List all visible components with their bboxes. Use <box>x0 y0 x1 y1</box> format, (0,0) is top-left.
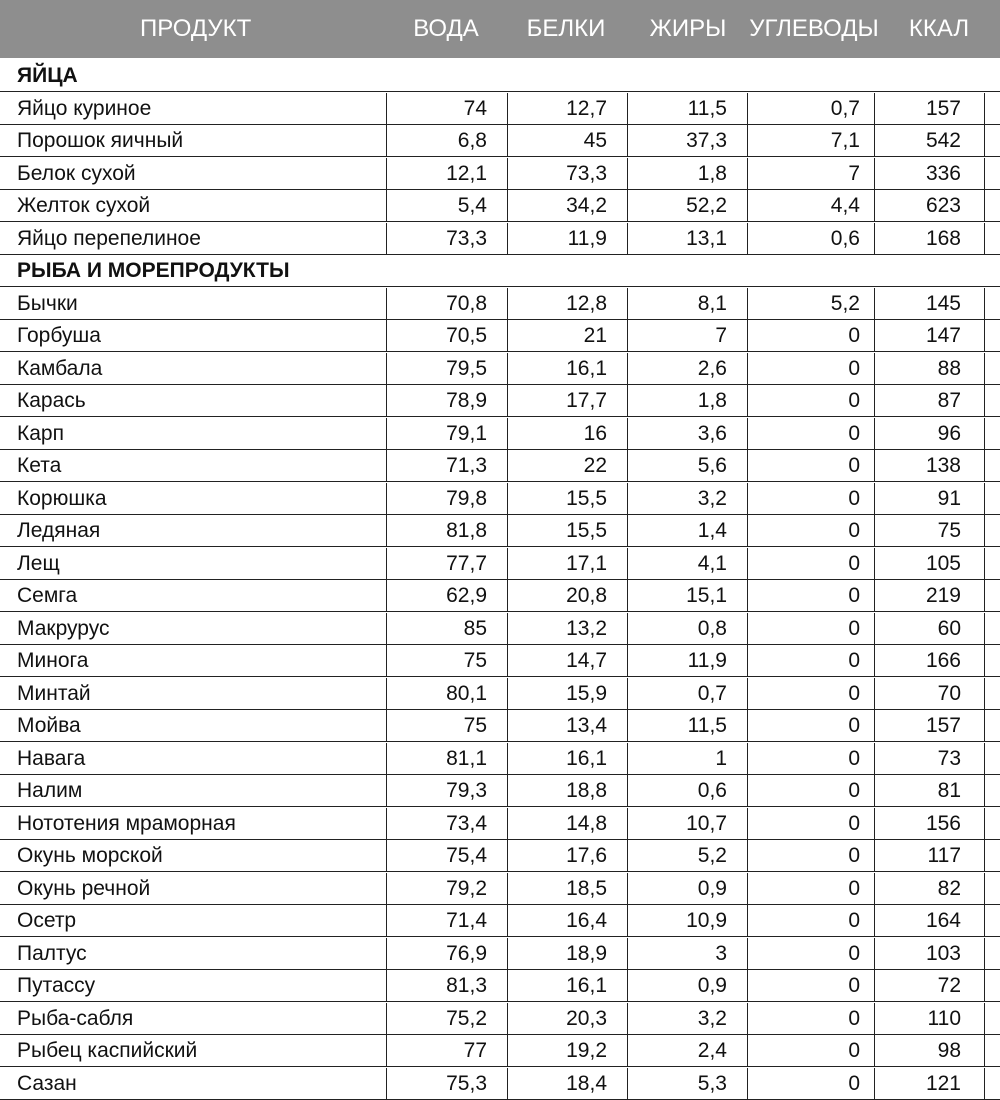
cell-water: 70,8 <box>386 288 507 319</box>
section-title: РЫБА И МОРЕПРОДУКТЫ <box>17 259 290 282</box>
cell-fat: 5,3 <box>627 1068 747 1099</box>
cell-kcal: 70 <box>874 678 985 709</box>
cell-carbs: 0 <box>747 710 874 741</box>
cell-fat: 2,4 <box>627 1035 747 1066</box>
cell-water: 78,9 <box>386 385 507 416</box>
cell-carbs: 7,1 <box>747 125 874 156</box>
row-right-border <box>984 840 985 871</box>
cell-product-name: Налим <box>17 779 83 802</box>
cell-kcal: 623 <box>874 190 985 221</box>
cell-water: 5,4 <box>386 190 507 221</box>
cell-water: 73,4 <box>386 808 507 839</box>
cell-carbs: 0 <box>747 970 874 1001</box>
table-row <box>0 905 1000 937</box>
table-row <box>0 125 1000 157</box>
cell-fat: 10,7 <box>627 808 747 839</box>
cell-carbs: 4,4 <box>747 190 874 221</box>
row-right-border <box>984 385 985 416</box>
row-right-border <box>984 158 985 189</box>
cell-product-name: Минтай <box>17 681 91 705</box>
cell-water: 81,1 <box>386 743 507 774</box>
row-right-border <box>984 678 985 709</box>
cell-protein: 15,5 <box>507 483 627 514</box>
cell-water: 71,4 <box>386 905 507 936</box>
cell-carbs: 0 <box>747 613 874 644</box>
cell-product-name: Яйцо перепелиное <box>17 226 201 250</box>
cell-fat: 11,5 <box>627 710 747 741</box>
cell-fat: 15,1 <box>627 580 747 611</box>
cell-fat: 13,1 <box>627 223 747 254</box>
cell-water: 6,8 <box>386 125 507 156</box>
table-row <box>0 515 1000 547</box>
cell-fat: 4,1 <box>627 548 747 579</box>
cell-kcal: 75 <box>874 515 985 546</box>
cell-fat: 1 <box>627 743 747 774</box>
table-row <box>0 970 1000 1002</box>
cell-protein: 20,8 <box>507 580 627 611</box>
header-product: ПРОДУКТ <box>140 15 252 42</box>
cell-water: 81,3 <box>386 970 507 1001</box>
row-right-border <box>984 1068 985 1099</box>
cell-protein: 17,1 <box>507 548 627 579</box>
cell-protein: 18,5 <box>507 873 627 904</box>
cell-protein: 16,4 <box>507 905 627 936</box>
cell-product-name: Окунь морской <box>17 844 163 867</box>
row-right-border <box>984 613 985 644</box>
cell-fat: 37,3 <box>627 125 747 156</box>
cell-kcal: 60 <box>874 613 985 644</box>
cell-water: 77,7 <box>386 548 507 579</box>
table-row <box>0 418 1000 450</box>
cell-protein: 20,3 <box>507 1003 627 1034</box>
cell-product-name: Мойва <box>17 714 81 737</box>
row-right-border <box>984 938 985 969</box>
table-row <box>0 320 1000 352</box>
row-right-border <box>984 548 985 579</box>
table-row <box>0 580 1000 612</box>
row-right-border <box>984 1035 985 1066</box>
table-row <box>0 288 1000 320</box>
cell-product-name: Бычки <box>17 291 78 315</box>
cell-product-name: Кета <box>17 454 62 477</box>
cell-carbs: 0 <box>747 320 874 351</box>
cell-kcal: 117 <box>874 840 985 871</box>
cell-product-name: Яйцо куриное <box>17 96 152 120</box>
cell-fat: 2,6 <box>627 353 747 384</box>
cell-fat: 3,6 <box>627 418 747 449</box>
cell-water: 71,3 <box>386 450 507 481</box>
cell-product-name: Белок сухой <box>17 161 136 185</box>
table-row <box>0 678 1000 710</box>
row-right-border <box>984 580 985 611</box>
cell-carbs: 0,7 <box>747 93 874 124</box>
header-water: ВОДА <box>413 15 479 42</box>
cell-protein: 34,2 <box>507 190 627 221</box>
table-row <box>0 93 1000 125</box>
cell-kcal: 138 <box>874 450 985 481</box>
cell-product-name: Корюшка <box>17 486 107 510</box>
cell-protein: 13,4 <box>507 710 627 741</box>
cell-protein: 16,1 <box>507 743 627 774</box>
row-right-border <box>984 223 985 254</box>
cell-carbs: 0 <box>747 450 874 481</box>
cell-carbs: 0 <box>747 385 874 416</box>
cell-fat: 3 <box>627 938 747 969</box>
cell-fat: 0,9 <box>627 970 747 1001</box>
cell-kcal: 73 <box>874 743 985 774</box>
cell-water: 73,3 <box>386 223 507 254</box>
row-right-border <box>984 190 985 221</box>
row-right-border <box>984 710 985 741</box>
row-right-border <box>984 125 985 156</box>
cell-fat: 8,1 <box>627 288 747 319</box>
cell-kcal: 105 <box>874 548 985 579</box>
cell-protein: 11,9 <box>507 223 627 254</box>
cell-carbs: 0 <box>747 905 874 936</box>
cell-kcal: 157 <box>874 93 985 124</box>
row-right-border <box>984 418 985 449</box>
cell-kcal: 91 <box>874 483 985 514</box>
table-row <box>0 190 1000 222</box>
table-header <box>0 0 1000 58</box>
cell-fat: 1,8 <box>627 158 747 189</box>
cell-carbs: 0 <box>747 580 874 611</box>
table-body <box>0 60 1000 1099</box>
cell-kcal: 219 <box>874 580 985 611</box>
table-row <box>0 743 1000 775</box>
cell-carbs: 0 <box>747 743 874 774</box>
cell-product-name: Макрурус <box>17 616 110 640</box>
cell-protein: 14,7 <box>507 645 627 676</box>
cell-kcal: 168 <box>874 223 985 254</box>
cell-carbs: 0 <box>747 808 874 839</box>
cell-water: 12,1 <box>386 158 507 189</box>
table-row <box>0 710 1000 742</box>
header-kcal: ККАЛ <box>908 15 970 42</box>
row-right-border <box>984 450 985 481</box>
cell-product-name: Камбала <box>17 356 103 380</box>
header-protein: БЕЛКИ <box>526 15 606 42</box>
cell-water: 75 <box>386 645 507 676</box>
cell-protein: 12,8 <box>507 288 627 319</box>
cell-fat: 5,2 <box>627 840 747 871</box>
cell-water: 80,1 <box>386 678 507 709</box>
table-row <box>0 548 1000 580</box>
cell-fat: 11,9 <box>627 645 747 676</box>
table-row <box>0 840 1000 872</box>
cell-kcal: 156 <box>874 808 985 839</box>
cell-protein: 16 <box>507 418 627 449</box>
cell-water: 62,9 <box>386 580 507 611</box>
cell-water: 85 <box>386 613 507 644</box>
cell-fat: 5,6 <box>627 450 747 481</box>
cell-water: 81,8 <box>386 515 507 546</box>
table-row <box>0 645 1000 677</box>
table-row <box>0 385 1000 417</box>
cell-product-name: Карась <box>17 389 86 412</box>
row-right-border <box>984 775 985 806</box>
table-row <box>0 1035 1000 1067</box>
row-right-border <box>984 970 985 1001</box>
cell-kcal: 88 <box>874 353 985 384</box>
table-row <box>0 808 1000 840</box>
row-right-border <box>984 515 985 546</box>
cell-protein: 73,3 <box>507 158 627 189</box>
cell-product-name: Ледяная <box>17 519 101 542</box>
cell-kcal: 147 <box>874 320 985 351</box>
cell-kcal: 81 <box>874 775 985 806</box>
cell-product-name: Путассу <box>17 974 96 997</box>
cell-protein: 12,7 <box>507 93 627 124</box>
cell-fat: 0,7 <box>627 678 747 709</box>
cell-kcal: 82 <box>874 873 985 904</box>
cell-carbs: 0 <box>747 840 874 871</box>
cell-product-name: Минога <box>17 649 89 672</box>
cell-carbs: 0 <box>747 483 874 514</box>
cell-kcal: 542 <box>874 125 985 156</box>
cell-fat: 0,9 <box>627 873 747 904</box>
row-right-border <box>984 288 985 319</box>
cell-kcal: 72 <box>874 970 985 1001</box>
cell-product-name: Осетр <box>17 909 77 932</box>
section-header-row <box>0 60 1000 92</box>
cell-protein: 16,1 <box>507 353 627 384</box>
table-row <box>0 353 1000 385</box>
cell-water: 79,2 <box>386 873 507 904</box>
cell-carbs: 0 <box>747 1035 874 1066</box>
cell-fat: 1,4 <box>627 515 747 546</box>
cell-fat: 52,2 <box>627 190 747 221</box>
cell-carbs: 0 <box>747 515 874 546</box>
cell-protein: 45 <box>507 125 627 156</box>
cell-water: 74 <box>386 93 507 124</box>
cell-product-name: Сазан <box>17 1071 77 1095</box>
table-row <box>0 223 1000 255</box>
cell-kcal: 96 <box>874 418 985 449</box>
cell-water: 75,4 <box>386 840 507 871</box>
cell-fat: 3,2 <box>627 483 747 514</box>
cell-product-name: Окунь речной <box>17 876 151 900</box>
row-right-border <box>984 483 985 514</box>
cell-water: 77 <box>386 1035 507 1066</box>
cell-product-name: Рыбец каспийский <box>17 1039 198 1062</box>
cell-protein: 19,2 <box>507 1035 627 1066</box>
row-right-border <box>984 873 985 904</box>
row-right-border <box>984 743 985 774</box>
cell-water: 79,1 <box>386 418 507 449</box>
cell-fat: 11,5 <box>627 93 747 124</box>
cell-product-name: Нототения мраморная <box>17 811 236 835</box>
cell-fat: 1,8 <box>627 385 747 416</box>
cell-carbs: 0 <box>747 548 874 579</box>
cell-water: 79,8 <box>386 483 507 514</box>
cell-water: 75,3 <box>386 1068 507 1099</box>
cell-kcal: 110 <box>874 1003 985 1034</box>
cell-protein: 17,6 <box>507 840 627 871</box>
cell-fat: 0,8 <box>627 613 747 644</box>
cell-water: 75 <box>386 710 507 741</box>
row-right-border <box>984 320 985 351</box>
cell-product-name: Горбуша <box>17 324 101 347</box>
section-title: ЯЙЦА <box>17 64 78 87</box>
cell-product-name: Лещ <box>17 551 60 575</box>
row-right-border <box>984 905 985 936</box>
cell-water: 79,5 <box>386 353 507 384</box>
cell-protein: 18,9 <box>507 938 627 969</box>
table-row <box>0 873 1000 905</box>
cell-kcal: 336 <box>874 158 985 189</box>
cell-carbs: 5,2 <box>747 288 874 319</box>
cell-water: 75,2 <box>386 1003 507 1034</box>
cell-kcal: 145 <box>874 288 985 319</box>
cell-product-name: Палтус <box>17 941 87 965</box>
header-fat: ЖИРЫ <box>649 15 727 42</box>
row-right-border <box>984 645 985 676</box>
cell-fat: 3,2 <box>627 1003 747 1034</box>
table-row <box>0 938 1000 970</box>
cell-product-name: Желток сухой <box>17 194 151 217</box>
cell-water: 79,3 <box>386 775 507 806</box>
cell-kcal: 87 <box>874 385 985 416</box>
cell-product-name: Навага <box>17 746 86 770</box>
cell-fat: 7 <box>627 320 747 351</box>
section-header-row <box>0 255 1000 287</box>
cell-carbs: 0 <box>747 1068 874 1099</box>
cell-protein: 15,9 <box>507 678 627 709</box>
cell-protein: 13,2 <box>507 613 627 644</box>
cell-fat: 10,9 <box>627 905 747 936</box>
cell-carbs: 0 <box>747 645 874 676</box>
cell-protein: 15,5 <box>507 515 627 546</box>
table-row <box>0 450 1000 482</box>
cell-water: 76,9 <box>386 938 507 969</box>
row-right-border <box>984 1003 985 1034</box>
cell-carbs: 0 <box>747 873 874 904</box>
cell-fat: 0,6 <box>627 775 747 806</box>
table-row <box>0 613 1000 645</box>
cell-protein: 14,8 <box>507 808 627 839</box>
cell-product-name: Семга <box>17 584 78 607</box>
cell-product-name: Порошок яичный <box>17 129 184 152</box>
cell-kcal: 166 <box>874 645 985 676</box>
cell-product-name: Рыба-сабля <box>17 1006 134 1030</box>
cell-kcal: 164 <box>874 905 985 936</box>
cell-protein: 21 <box>507 320 627 351</box>
cell-kcal: 103 <box>874 938 985 969</box>
table-row <box>0 775 1000 807</box>
row-right-border <box>984 93 985 124</box>
cell-protein: 22 <box>507 450 627 481</box>
table-row <box>0 483 1000 515</box>
cell-carbs: 0 <box>747 775 874 806</box>
cell-carbs: 0 <box>747 938 874 969</box>
cell-protein: 16,1 <box>507 970 627 1001</box>
cell-carbs: 0 <box>747 353 874 384</box>
header-carbs: УГЛЕВОДЫ <box>749 15 879 42</box>
table-row <box>0 158 1000 190</box>
cell-kcal: 98 <box>874 1035 985 1066</box>
table-row <box>0 1068 1000 1100</box>
cell-kcal: 121 <box>874 1068 985 1099</box>
table-row <box>0 1003 1000 1035</box>
cell-water: 70,5 <box>386 320 507 351</box>
cell-protein: 18,4 <box>507 1068 627 1099</box>
row-right-border <box>984 353 985 384</box>
cell-carbs: 0 <box>747 1003 874 1034</box>
cell-kcal: 157 <box>874 710 985 741</box>
cell-carbs: 7 <box>747 158 874 189</box>
cell-product-name: Карп <box>17 421 64 445</box>
cell-protein: 17,7 <box>507 385 627 416</box>
cell-protein: 18,8 <box>507 775 627 806</box>
cell-carbs: 0 <box>747 678 874 709</box>
row-right-border <box>984 808 985 839</box>
cell-carbs: 0,6 <box>747 223 874 254</box>
cell-carbs: 0 <box>747 418 874 449</box>
